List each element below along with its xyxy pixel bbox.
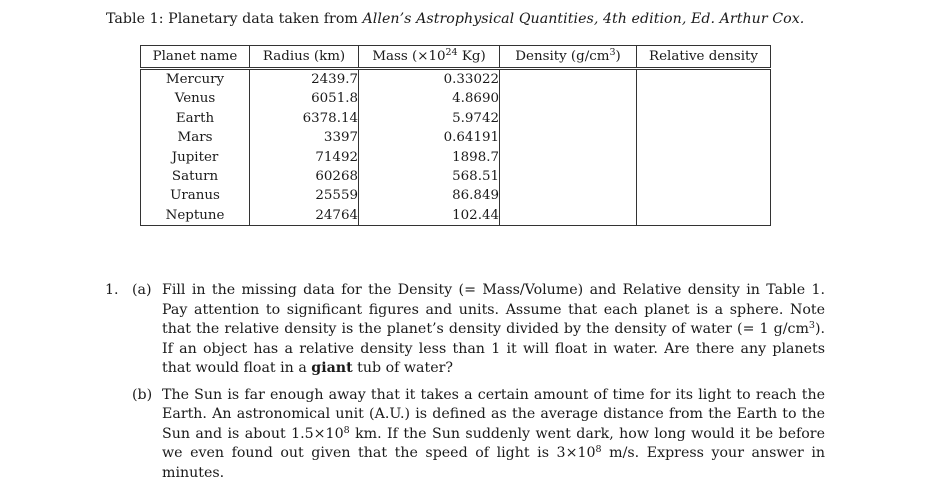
table-row: [141, 186, 771, 205]
relative-density-cell: [637, 148, 771, 167]
part-b-exponent-2: 8: [596, 444, 602, 455]
header-radius: Radius (km): [250, 46, 359, 69]
part-b-text-1: The Sun is far enough away that it takes a certain amount of time for its light to reach the Earth. An astronomical unit (A.U.) is defined as the average distance from the Earth to the Sun and is about 1.5×10: [162, 387, 825, 442]
header-density-pre: Density (g/cm: [515, 49, 609, 64]
radius-cell: 60268: [250, 167, 359, 186]
part-b-exponent-1: 8: [344, 425, 350, 436]
relative-density-cell: [637, 167, 771, 186]
table-row: [141, 69, 771, 90]
question-number: 1.: [105, 281, 119, 301]
part-b-label: (b): [132, 386, 152, 406]
question-part-a: [162, 281, 825, 379]
part-b-text-3: m/s. Express your answer in minutes.: [162, 445, 825, 481]
header-density-exp: 3: [609, 47, 615, 58]
radius-cell: 71492: [250, 148, 359, 167]
part-a-label: (a): [132, 281, 152, 301]
relative-density-cell: [637, 128, 771, 147]
radius-cell: 6051.8: [250, 89, 359, 108]
relative-density-cell: [637, 89, 771, 108]
radius-cell: 6378.14: [250, 109, 359, 128]
table-row: [141, 109, 771, 128]
planet-name-cell: Neptune: [141, 206, 250, 226]
header-planet-name: Planet name: [141, 46, 250, 69]
header-mass-pre: Mass (×10: [372, 49, 445, 64]
header-mass: [359, 46, 500, 69]
question-1: [105, 281, 825, 483]
table-caption: [106, 11, 804, 27]
header-mass-exp: 24: [446, 47, 458, 58]
mass-cell: 1898.7: [359, 148, 500, 167]
question-part-b: [162, 386, 825, 483]
relative-density-cell: [637, 69, 771, 90]
part-b-text-2: km. If the Sun suddenly went dark, how long would it be before we even found out given that the speed of light is 3×10: [162, 426, 825, 462]
part-a-text-2: ). If an object has a relative density less than 1 it will float in water. Are there any planets that would float in a: [162, 321, 825, 376]
density-cell: [500, 69, 637, 90]
density-cell: [500, 89, 637, 108]
table-row: [141, 167, 771, 186]
header-density: [500, 46, 637, 69]
table-row: [141, 206, 771, 226]
radius-cell: 2439.7: [250, 69, 359, 90]
density-cell: [500, 186, 637, 205]
radius-cell: 25559: [250, 186, 359, 205]
density-cell: [500, 128, 637, 147]
planet-name-cell: Mars: [141, 128, 250, 147]
header-relative-density: Relative density: [637, 46, 771, 69]
header-density-post: ): [615, 49, 620, 64]
mass-cell: 86.849: [359, 186, 500, 205]
mass-cell: 0.64191: [359, 128, 500, 147]
planet-name-cell: Earth: [141, 109, 250, 128]
planet-name-cell: Jupiter: [141, 148, 250, 167]
mass-cell: 0.33022: [359, 69, 500, 90]
table-row: [141, 148, 771, 167]
density-cell: [500, 109, 637, 128]
planet-name-cell: Mercury: [141, 69, 250, 90]
density-cell: [500, 148, 637, 167]
mass-cell: 5.9742: [359, 109, 500, 128]
mass-cell: 102.44: [359, 206, 500, 226]
table-row: [141, 89, 771, 108]
header-mass-post: Kg): [458, 49, 486, 64]
mass-cell: 4.8690: [359, 89, 500, 108]
caption-prefix: Table 1: Planetary data taken from: [106, 11, 363, 27]
relative-density-cell: [637, 206, 771, 226]
planetary-data-table: [140, 45, 771, 226]
density-cell: [500, 167, 637, 186]
relative-density-cell: [637, 186, 771, 205]
radius-cell: 24764: [250, 206, 359, 226]
density-cell: [500, 206, 637, 226]
planet-name-cell: Venus: [141, 89, 250, 108]
part-a-exponent: 3: [809, 320, 815, 331]
part-a-bold-word: giant: [311, 360, 352, 376]
planet-name-cell: Uranus: [141, 186, 250, 205]
caption-source: Allen’s Astrophysical Quantities, 4th edition, Ed. Arthur Cox.: [363, 11, 805, 27]
table-header-row: [141, 46, 771, 69]
mass-cell: 568.51: [359, 167, 500, 186]
part-a-text-1: Fill in the missing data for the Density (= Mass/Volume) and Relative density in Table 1. Pay attention to significant figures and units. Assume that each planet is a sphere. Note that the relative density is the planet’s density divided by the density of water (= 1 g/cm: [162, 282, 825, 337]
relative-density-cell: [637, 109, 771, 128]
table-row: [141, 128, 771, 147]
radius-cell: 3397: [250, 128, 359, 147]
planet-name-cell: Saturn: [141, 167, 250, 186]
part-a-text-3: tub of water?: [353, 360, 453, 376]
